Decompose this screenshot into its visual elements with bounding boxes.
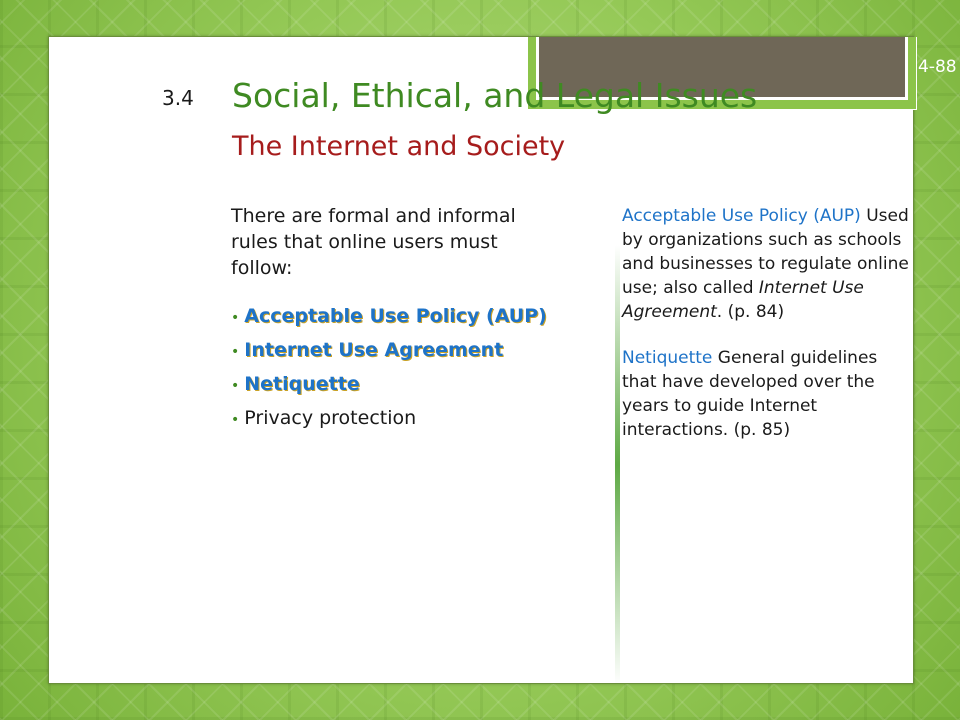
bullet-text: Internet Use Agreement — [244, 339, 504, 361]
list-item — [231, 305, 556, 329]
bullet-icon: • — [231, 344, 240, 360]
list-item — [231, 339, 556, 363]
page-number: 4-88 — [918, 57, 957, 77]
definition-netiquette — [622, 346, 912, 442]
definition-aup — [622, 204, 912, 324]
intro-text: There are formal and informal rules that online users must follow: — [231, 205, 516, 279]
bullet-icon: • — [231, 378, 240, 394]
list-item — [231, 373, 556, 397]
section-number: 3.4 — [162, 86, 194, 110]
bullet-icon: • — [231, 310, 240, 326]
definition-term: Acceptable Use Policy (AUP) — [622, 206, 861, 226]
left-column — [231, 203, 556, 441]
slide-subtitle: The Internet and Society — [232, 131, 566, 162]
definition-body: General guidelines that have developed over the years to guide Internet interactions. (p. 85) — [622, 348, 878, 440]
list-item — [231, 407, 556, 431]
definition-term: Netiquette — [622, 348, 713, 368]
column-divider — [615, 245, 620, 685]
bullet-text: Acceptable Use Policy (AUP) — [244, 305, 547, 327]
slide-title: Social, Ethical, and Legal Issues — [232, 76, 758, 115]
bullet-text: Privacy protection — [244, 407, 417, 429]
bullet-text: Netiquette — [244, 373, 360, 395]
rules-list — [231, 305, 556, 431]
definition-body: Used by organizations such as schools and businesses to regulate online use; also called — [622, 206, 909, 298]
bullet-icon: • — [231, 412, 240, 428]
definition-tail: . (p. 84) — [716, 302, 785, 322]
right-column — [622, 204, 912, 464]
definition-italic: Internet Use Agreement — [622, 278, 864, 322]
